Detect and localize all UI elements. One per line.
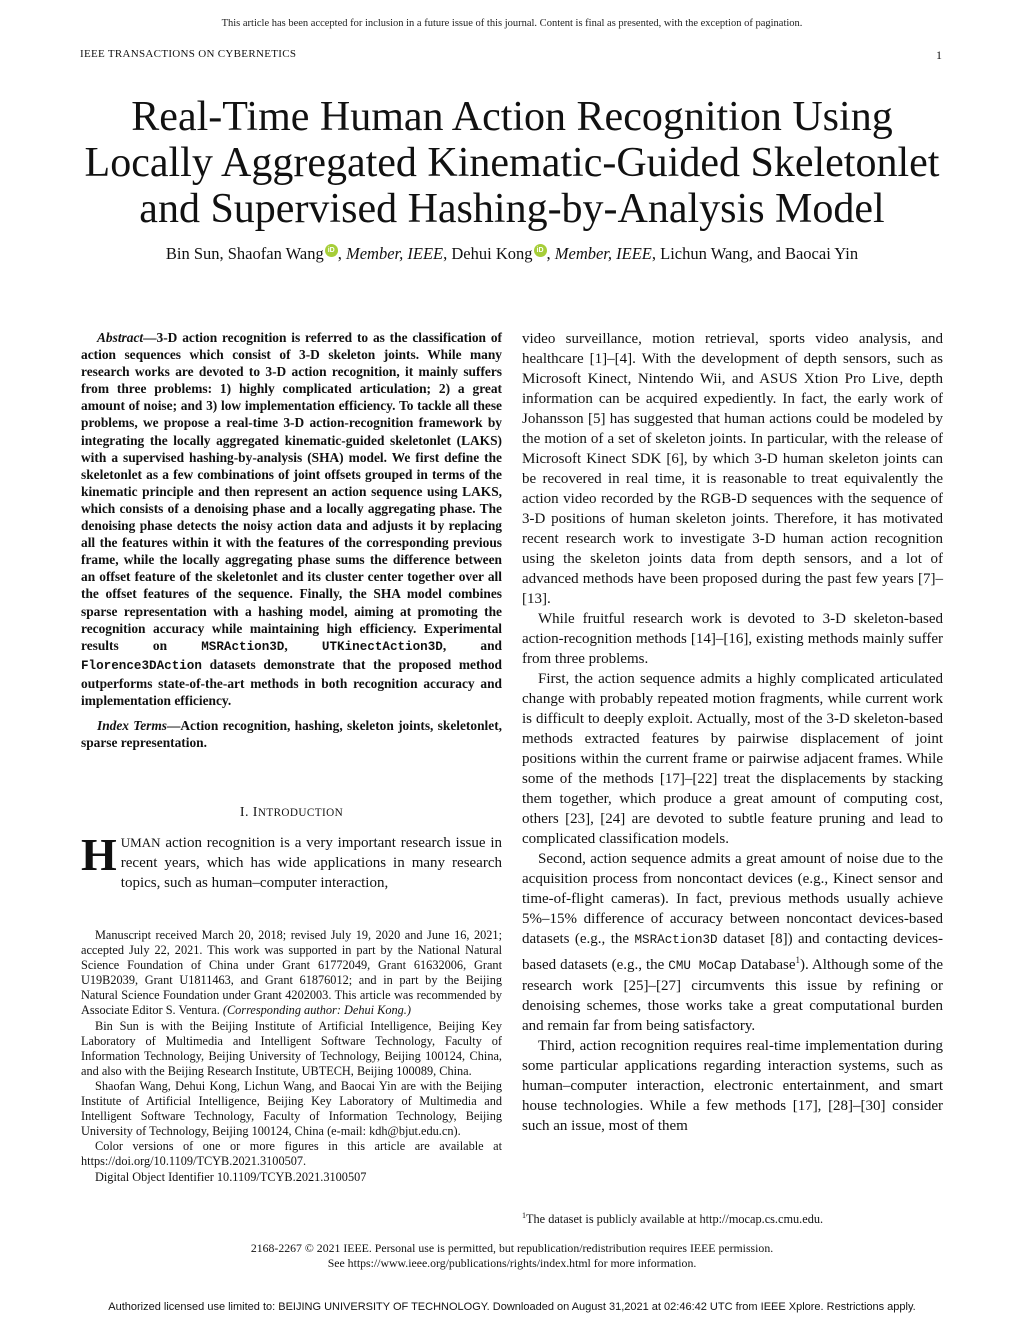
separator: , and xyxy=(442,637,502,653)
drop-cap: H xyxy=(81,829,117,881)
member-label: Member, IEEE xyxy=(554,244,652,263)
index-terms-text: —Action recognition, hashing, skeleton joints, skeletonlet, sparse representation. xyxy=(81,718,503,751)
paragraph-text: Database xyxy=(736,957,796,973)
paragraph-text: dataset [8]) and contacting devices-based datasets (e.g., the xyxy=(522,931,943,973)
copyright-notice xyxy=(0,1241,1024,1271)
title-line-3: and Supervised Hashing-by-Analysis Model xyxy=(139,186,885,232)
author-group-1: Bin Sun, Shaofan Wang xyxy=(165,244,324,263)
abstract-lead: Abstract xyxy=(97,330,144,345)
dataset-name: UTKinectAction3D xyxy=(321,639,443,654)
index-terms xyxy=(81,717,502,751)
paper-title xyxy=(60,94,964,232)
section-heading xyxy=(81,805,502,821)
abstract-text: —3-D action recognition is referred to as the classification of action sequences which consist of 3-D skeleton joints. While many research works are devoted to 3-D action recognition, it mainly suffers from three problems: 1) highly complicated articulation; 2) a great amount of noise; and 3) low implementation efficiency. To tackle all these problems, we propose a real-time 3-D action-recognition framework by integrating the locally aggregated kinematic-guided skeletonlet (LAKS) with a supervised hashing-by-analysis (SHA) model. We first define the skeletonlet as a few combinations of joint offsets grouped in terms of the kinematic principle and then represent an action sequence using LAKS, which consists of a denoising phase and a locally aggregating phase. The denoising phase detects the noisy action data and adjusts it by replacing all the features within it with the features of the corresponding previous frame, while the locally aggregating phase sums the difference between an offset feature of the skeletonlet and its cluster center together over all the offset features of the sequence. Finally, the SHA model combines sparse representation with a hashing model, aiming at promoting the recognition accuracy while maintaining high efficiency. Experimental results on xyxy=(81,330,502,653)
separator: , xyxy=(284,637,322,653)
footnote-affiliation-1: Bin Sun is with the Beijing Institute of Artificial Intelligence, Beijing Key Laboratory of Multimedia and Intelligent Software Technology, Faculty of Information Technology, Beijing University of Technology, Beijing 100124, China, and also with the Beijing Research Institute, UBTECH, Beijing 100089, China. xyxy=(81,1018,502,1078)
author-group-3: Lichun Wang, and Baocai Yin xyxy=(660,244,859,263)
footnote-manuscript xyxy=(81,928,502,1019)
intro-text: action recognition is a very important research issue in recent years, which has wide applications in many research topics, such as human–computer interaction, xyxy=(120,835,502,892)
body-paragraph: Third, action recognition requires real-time implementation during some particular applications regarding interaction systems, such as human–computer interaction, electronic entertainment, and smart house technologies. While a few methods [17], [28]–[30] consider such an issue, most of them xyxy=(522,1038,943,1134)
right-column xyxy=(522,329,943,1136)
dataset-name: MSRAction3D xyxy=(201,639,285,654)
footnote-doi: Digital Object Identifier 10.1109/TCYB.2021.3100507 xyxy=(95,1169,367,1184)
corresponding-author: (Corresponding author: Dehui Kong.) xyxy=(222,1003,411,1018)
footnote-right xyxy=(522,1211,943,1227)
copyright-line: 2168-2267 © 2021 IEEE. Personal use is permitted, but republication/redistribution requires IEEE permission. xyxy=(250,1241,774,1255)
title-line-2: Locally Aggregated Kinematic-Guided Skeletonlet xyxy=(84,140,940,186)
abstract-text-end: datasets demonstrate that the proposed method outperforms state-of-the-art methods in both recognition accuracy and implementation efficiency. xyxy=(81,656,502,708)
page-number: 1 xyxy=(936,48,942,62)
license-notice: Authorized licensed use limited to: BEIJING UNIVERSITY OF TECHNOLOGY. Downloaded on August 31,2021 at 02:46:42 UTC from IEEE Xplore. Restrictions apply. xyxy=(108,1301,916,1313)
paragraph-text: Second, action sequence admits a great amount of noise due to the acquisition process from noncontact devices (e.g., Kinect sensor and time-of-flight cameras). In fact, previous methods usually achieve 5%–15% difference of accuracy between noncontact devices-based datasets (e.g., the xyxy=(522,851,943,947)
footnote-text: Manuscript received March 20, 2018; revised July 19, 2020 and June 16, 2021; accepted July 22, 2021. This work was supported in part by the National Natural Science Foundation of China under Grant 61772049, Grant 61632006, Grant U19B2039, Grant U1811463, and Grant 61876012; and in part by the Beijing Natural Science Foundation under Grant 4202003. This article was recommended by Associate Editor S. Ventura. xyxy=(81,928,502,1018)
intro-smallcaps: UMAN xyxy=(120,835,161,851)
footnote-marker[interactable]: 1 xyxy=(795,955,800,965)
abstract xyxy=(81,329,502,709)
paragraph-text: ). Although some of the research work [25]–[27] circumvents this issue by refining or denoising schemes, those works take a great computational burden and remain far from being satisfactory. xyxy=(522,957,943,1034)
footnotes-left xyxy=(81,928,502,1185)
acceptance-notice: This article has been accepted for inclusion in a future issue of this journal. Content is final as presented, with the exception of pagination. xyxy=(221,18,803,29)
rights-link-line: See https://www.ieee.org/publications/rights/index.html for more information. xyxy=(327,1256,697,1270)
section-title: NTRODUCTION xyxy=(257,807,344,820)
index-terms-lead: Index Terms xyxy=(97,718,167,734)
body-paragraph: While fruitful research work is devoted to 3-D skeleton-based action-recognition methods [14]–[16], existing methods mainly suffer from three problems. xyxy=(522,611,943,667)
footnote-text: The dataset is publicly available at http://mocap.cs.cmu.edu. xyxy=(526,1212,824,1227)
title-line-1: Real-Time Human Action Recognition Using xyxy=(131,94,893,140)
body-paragraph xyxy=(522,849,943,1036)
left-column xyxy=(81,329,502,893)
dataset-name: CMU MoCap xyxy=(668,959,737,973)
footnote-affiliation-2: Shaofan Wang, Dehui Kong, Lichun Wang, and Baocai Yin are with the Beijing Institute of Artificial Intelligence, Beijing Key Laboratory of Multimedia and Intelligent Software Technology, Faculty of Information Technology, Beijing University of Technology, Beijing 100124, China (e-mail: kdh@bjut.edu.cn). xyxy=(81,1078,502,1139)
body-paragraph: First, the action sequence admits a highly complicated articulated change with probably repeated motion fragments, while current work is difficult to deeply exploit. Actually, most of the 3-D skeleton-based methods extracted features by pairwise displacement of joint positions within the current frame or pairwise adjacent frames. While some of the methods [17]–[22] treat the displacements by stacking them together, which produce a great amount of computing cost, others [23], [24] are devoted to subtle feature pruning and lead to complicated classification models. xyxy=(522,671,943,847)
section-numeral: I. I xyxy=(239,805,258,821)
member-label: Member, IEEE xyxy=(345,244,444,263)
orcid-icon[interactable]: iD xyxy=(534,244,547,257)
body-paragraph: video surveillance, motion retrieval, sports video analysis, and healthcare [1]–[4]. With the development of depth sensors, such as Microsoft Kinect, Nintendo Wii, and ASUS Xtion Pro Live, depth information can be acquired expediently. In fact, the early work of Johansson [5] has suggested that human actions could be modeled by the motion of a set of skeleton joints. In particular, with the release of Microsoft Kinect SDK [6], by which 3-D human skeleton joints can be recovered in real time, it is reasonable to treat equivalently the action video recorded by the RGB-D sequences with the sequence of 3-D positions of human skeleton joints. Therefore, it has motivated recent research work to investigate 3-D human action recognition using the skeleton joints data from depth sensors, and a lot of advanced methods have been proposed during the past few years [7]–[13]. xyxy=(522,331,943,607)
author-group-2: Dehui Kong xyxy=(451,244,533,263)
intro-paragraph xyxy=(81,829,502,893)
footnote-color-versions: Color versions of one or more figures in this article are available at https://doi.org/10.1109/TCYB.2021.3100507. xyxy=(81,1139,502,1169)
running-head: IEEE TRANSACTIONS ON CYBERNETICS xyxy=(80,48,297,60)
orcid-icon[interactable]: iD xyxy=(325,244,338,257)
dataset-name: Florence3DAction xyxy=(81,658,202,673)
footnote-marker: 1 xyxy=(522,1211,526,1220)
author-list: Bin Sun, Shaofan Wang iD , Member, IEEE, Dehui Kong iD , Member, IEEE, Lichun Wang, and Baocai Yin xyxy=(165,244,859,263)
dataset-name: MSRAction3D xyxy=(634,933,718,947)
